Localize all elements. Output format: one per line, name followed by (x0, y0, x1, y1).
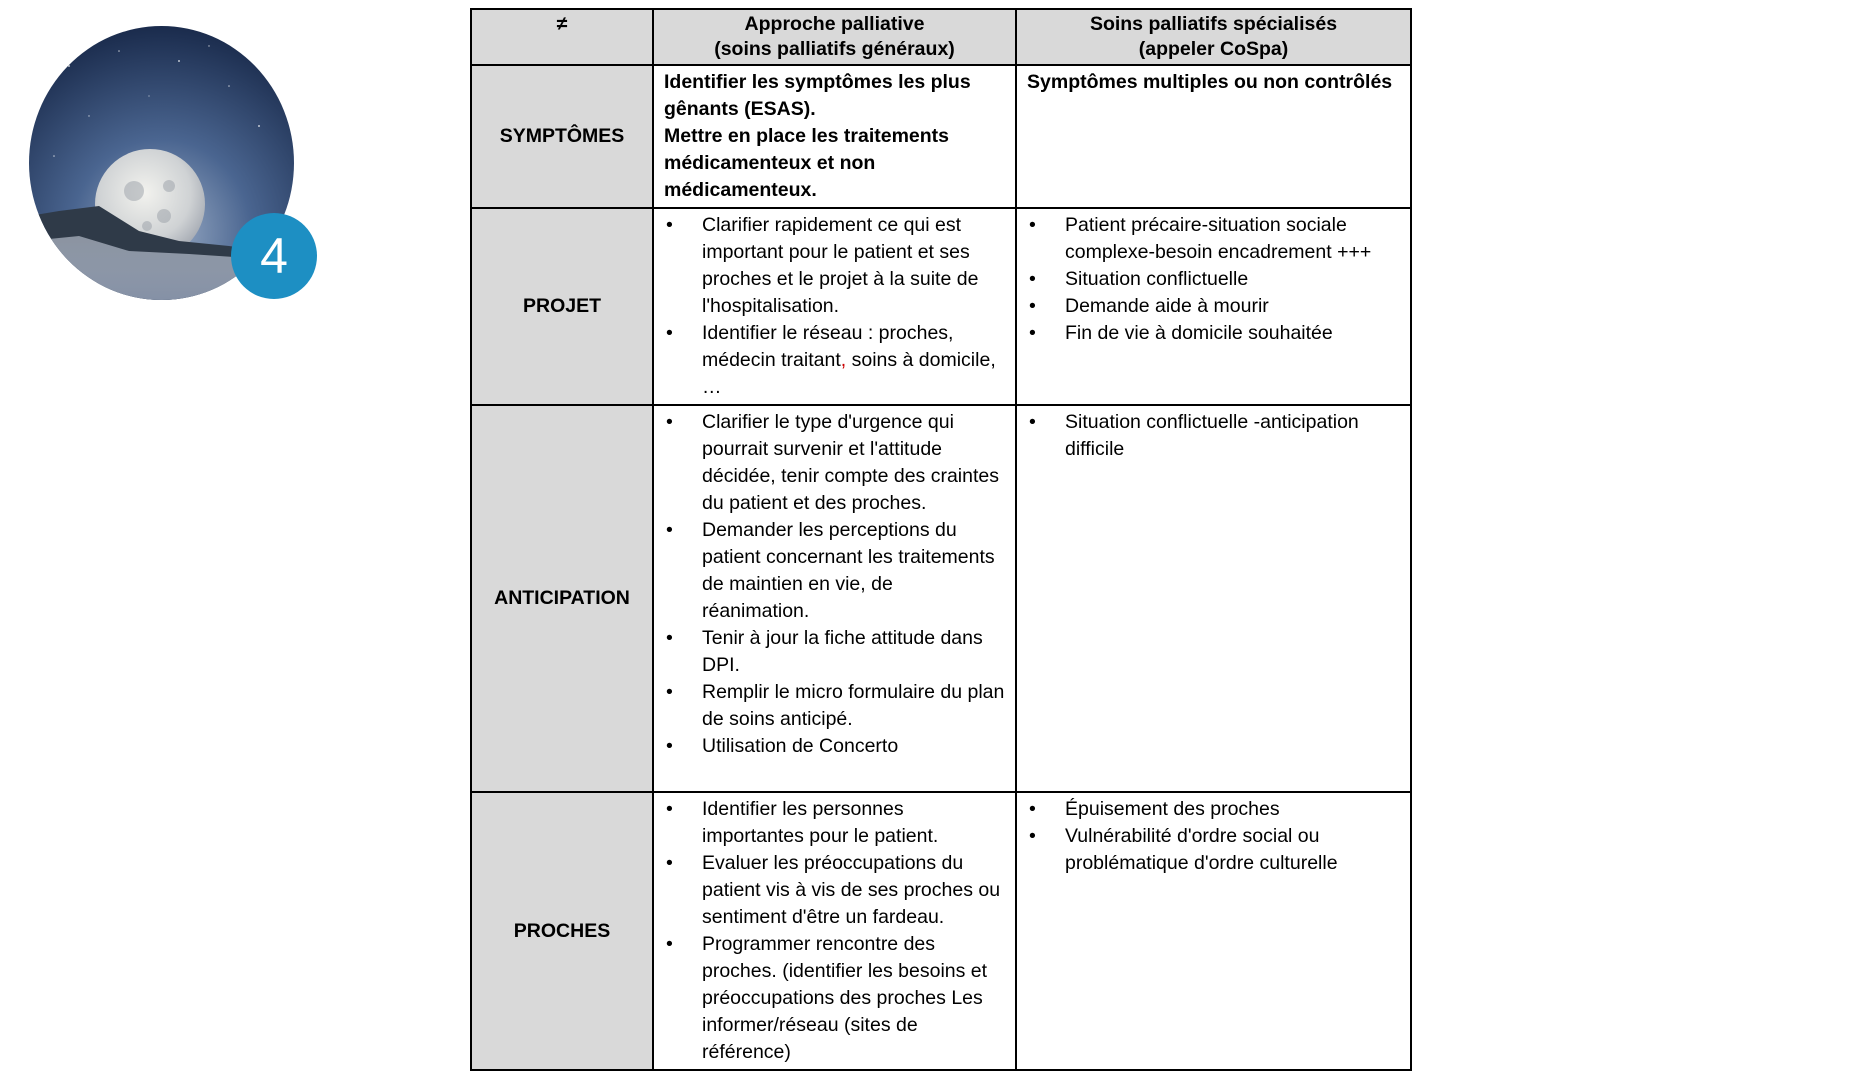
header-general-approach (653, 9, 1016, 65)
projet-network-text-end: soins à domicile, … (702, 349, 996, 398)
header-corner-cell: ≠ (471, 9, 653, 65)
list-item: • Clarifier le type d'urgence qui pourrait survenir et l'attitude décidée, tenir compte des craintes du patient et des proches. (664, 409, 1005, 517)
list-item: • Patient précaire-situation sociale complexe-besoin encadrement +++ (1027, 212, 1400, 266)
palliative-care-comparison-table (470, 8, 1412, 1071)
list-item: • Situation conflictuelle (1027, 266, 1400, 293)
header-general-title: Approche palliative (744, 13, 925, 35)
cell-proches-general (653, 792, 1016, 1070)
list-item: • Evaluer les préoccupations du patient vis à vis de ses proches ou sentiment d'être un fardeau. (664, 850, 1005, 931)
projet-network-text: Identifier le réseau : proches, médecin traitant (702, 322, 954, 371)
row-label-anticipation: ANTICIPATION (471, 405, 653, 792)
cell-projet-general (653, 208, 1016, 405)
list-item: • Identifier les personnes importantes pour le patient. (664, 796, 1005, 850)
list-item: • Fin de vie à domicile souhaitée (1027, 320, 1400, 347)
cell-projet-specialized (1016, 208, 1411, 405)
step-badge-group (29, 26, 319, 306)
list-item: • Situation conflictuelle -anticipation difficile (1027, 409, 1400, 463)
row-label-proches: PROCHES (471, 792, 653, 1070)
header-general-subtitle: (soins palliatifs généraux) (714, 38, 955, 60)
table-row (471, 208, 1411, 405)
list-item: • Épuisement des proches (1027, 796, 1400, 823)
red-comma-mark: , (840, 349, 852, 371)
step-number-badge: 4 (231, 213, 317, 299)
header-specialized-title: Soins palliatifs spécialisés (1089, 13, 1338, 35)
list-item: • Tenir à jour la fiche attitude dans DPI. (664, 625, 1005, 679)
symptomes-general-para1: Identifier les symptômes les plus gênants (ESAS). (664, 71, 971, 120)
symptomes-general-para2: Mettre en place les traitements médicamenteux et non médicamenteux. (664, 125, 950, 201)
header-specialized-care (1016, 9, 1411, 65)
cell-anticipation-specialized (1016, 405, 1411, 792)
table-row (471, 792, 1411, 1070)
list-item: • Programmer rencontre des proches. (identifier les besoins et préoccupations des proches Les informer/réseau (sites de référence) (664, 931, 1005, 1066)
list-item: • Demander les perceptions du patient concernant les traitements de maintien en vie, de réanimation. (664, 517, 1005, 625)
row-label-projet: PROJET (471, 208, 653, 405)
list-item: • Remplir le micro formulaire du plan de soins anticipé. (664, 679, 1005, 733)
cell-symptomes-specialized (1016, 65, 1411, 208)
list-item: • Vulnérabilité d'ordre social ou problématique d'ordre culturelle (1027, 823, 1400, 877)
symptomes-specialized-text: Symptômes multiples ou non contrôlés (1027, 71, 1393, 93)
list-item: • Demande aide à mourir (1027, 293, 1400, 320)
cell-symptomes-general (653, 65, 1016, 208)
table-row (471, 405, 1411, 792)
row-label-symptomes: SYMPTÔMES (471, 65, 653, 208)
cell-anticipation-general (653, 405, 1016, 792)
table-header-row (471, 9, 1411, 65)
list-item: • Clarifier rapidement ce qui est important pour le patient et ses proches et le projet à la suite de l'hospitalisation. (664, 212, 1005, 320)
header-specialized-subtitle: (appeler CoSpa) (1138, 38, 1289, 60)
cell-proches-specialized (1016, 792, 1411, 1070)
table-row (471, 65, 1411, 208)
list-item (664, 320, 1005, 401)
list-item: • Utilisation de Concerto (664, 733, 1005, 760)
